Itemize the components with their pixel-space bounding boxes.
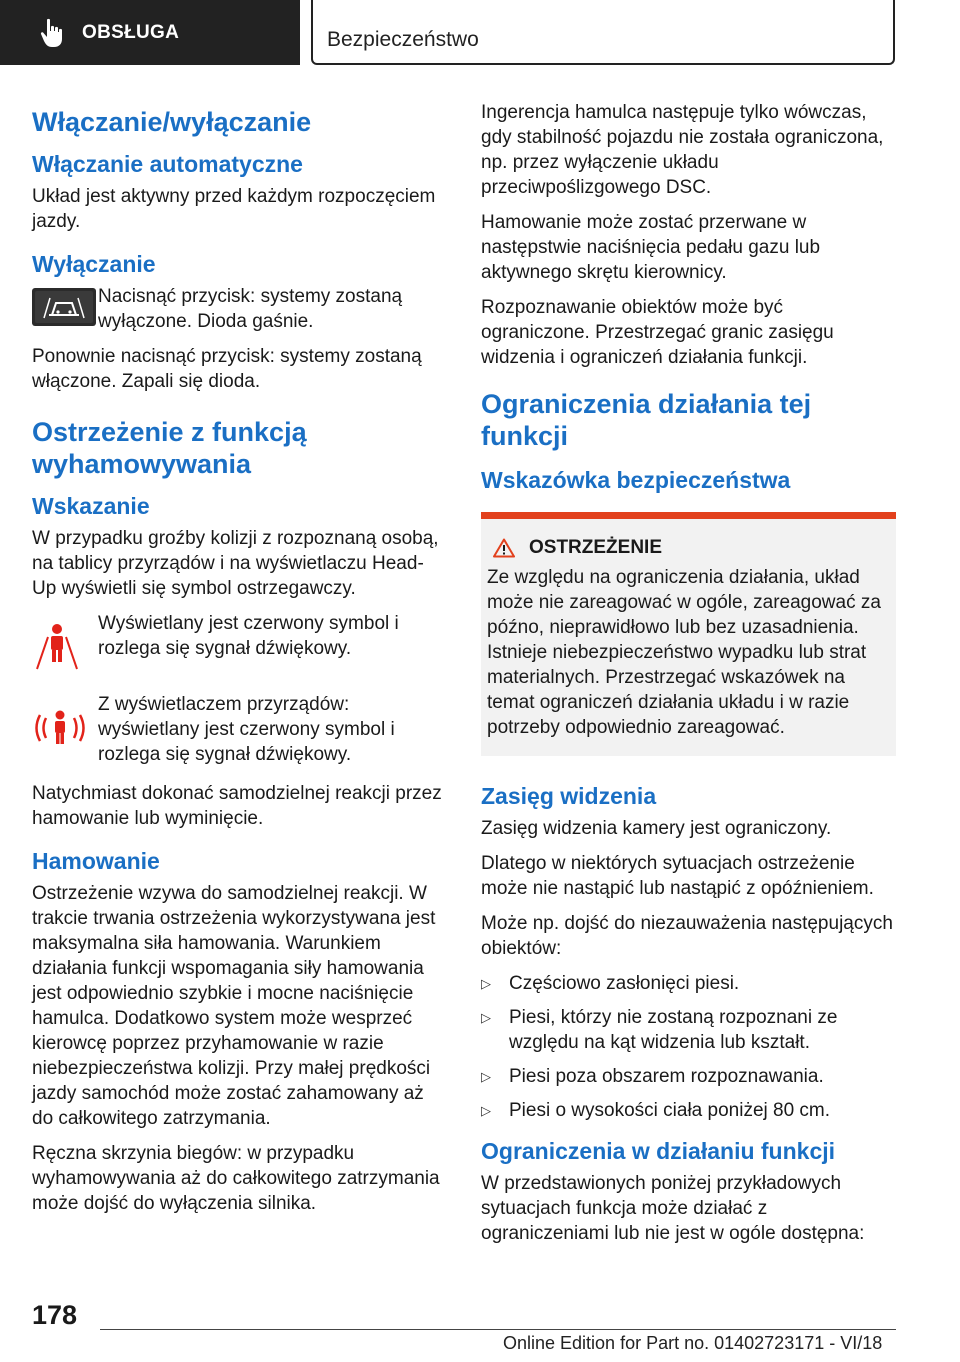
warning-text: Ze względu na ograniczenia działania, układ może nie zareagować w ogóle, zareagować za późno, nieprawidłowo lub bez uzasadnienia. Istnieje niebezpieczeństwo wypadku lub strat materialnych. Przestrzegać wskazówek na temat ograniczeń działania układu i w razie potrzeby odpowiednio zareagować.	[487, 567, 881, 738]
heading-braking-warning: Ostrzeżenie z funkcją wyhamowywania	[32, 417, 307, 479]
heading-safety-note: Wskazówka bezpieczeństwa	[481, 467, 791, 493]
text-range: Zasięg widzenia kamery jest ograniczony.	[481, 818, 832, 839]
cluster-symbol-row	[32, 692, 448, 767]
chapter-label: OBSŁUGA	[82, 21, 180, 43]
list-item: ▷ Częściowo zasłonięci piesi.	[481, 973, 740, 994]
chapter-tab[interactable]	[0, 0, 300, 65]
triangle-bullet-icon: ▷	[481, 1069, 491, 1084]
text-intervention: Ingerencja hamulca następuje tylko wówczas, gdy stabilność pojazdu nie została ograniczona, np. przez wyłączenie układu przeciwpoślizgowego DSC.	[481, 102, 884, 198]
triangle-bullet-icon: ▷	[481, 1010, 491, 1025]
text-red-symbol: Wyświetlany jest czerwony symbol i rozlega się sygnał dźwiękowy.	[98, 613, 399, 659]
heading-function-limits: Ograniczenia działania tej funkcji	[481, 389, 812, 451]
text-therefore: Dlatego w niektórych sytuacjach ostrzeżenie może nie nastąpić lub nastąpić z opóźnieniem.	[481, 853, 874, 899]
text-interrupt: Hamowanie może zostać przerwane w następstwie naciśnięcia pedału gazu lub aktywnego skrętu kierownicy.	[481, 212, 821, 283]
text-detection: Rozpoznawanie obiektów może być ograniczone. Przestrzegać granic zasięgu widzenia i ograniczeń działania funkcji.	[481, 297, 834, 368]
heading-auto-on: Włączanie automatyczne	[32, 151, 303, 177]
object-list	[481, 971, 896, 1123]
footer-divider	[100, 1329, 896, 1330]
list-item: ▷ Piesi o wysokości ciała poniżej 80 cm.	[481, 1100, 831, 1121]
text-manual-gearbox: Ręczna skrzynia biegów: w przypadku wyhamowywania aż do całkowitego zatrzymania może dojść do wyłączenia silnika.	[32, 1143, 440, 1214]
hand-pointer-icon	[40, 18, 66, 48]
text-react: Natychmiast dokonać samodzielnej reakcji przez hamowanie lub wyminięcie.	[32, 783, 442, 829]
heading-field-of-view: Zasięg widzenia	[481, 783, 657, 809]
text-indication: W przypadku groźby kolizji z rozpoznaną osobą, na tablicy przyrządów i na wyświetlaczu Head-Up wyświetli się symbol ostrzegawczy.	[32, 528, 439, 599]
triangle-bullet-icon: ▷	[481, 976, 491, 991]
heading-indication: Wskazanie	[32, 493, 150, 519]
text-braking: Ostrzeżenie wzywa do samodzielnej reakcji. W trakcie trwania ostrzeżenia wykorzystywana jest maksymalna siła hamowania. Warunkiem działania funkcji wspomagania siły hamowania jest odpowiednio szybkie i mocne naciśnięcie hamulca. Dodatkowo system może wesprzeć kierowcę poprzez przyhamowanie w razie niebezpieczeństwa kolizji. Przy małej prędkości jazdy samochód może zostać zahamowany aż do całkowitego zatrzymania.	[32, 883, 436, 1129]
button-description	[32, 284, 448, 334]
text-maybe: Może np. dojść do niezauważenia następujących obiektów:	[481, 913, 893, 959]
warning-triangle-icon	[493, 538, 515, 558]
list-item: ▷ Piesi, którzy nie zostaną rozpoznani ze względu na kąt widzenia lub kształt.	[481, 1007, 838, 1053]
triangle-bullet-icon: ▷	[481, 1103, 491, 1118]
text-auto: Układ jest aktywny przed każdym rozpoczęciem jazdy.	[32, 186, 436, 232]
text-examples: W przedstawionych poniżej przykładowych sytuacjach funkcja może działać z ograniczeniami lub nie jest w ogóle dostępna:	[481, 1173, 865, 1244]
list-item: ▷ Piesi poza obszarem rozpoznawania.	[481, 1066, 824, 1087]
pedestrian-warning-icon	[32, 617, 82, 673]
pedestrian-sound-icon	[32, 708, 88, 748]
heading-operation-limits: Ograniczenia w działaniu funkcji	[481, 1138, 836, 1164]
warning-title: OSTRZEŻENIE	[529, 537, 663, 558]
section-title: Bezpieczeństwo	[327, 28, 479, 51]
red-symbol-row	[32, 611, 448, 678]
page-number: 178	[32, 1300, 78, 1330]
left-column	[32, 100, 448, 1226]
text-press-button: Nacisnąć przycisk: systemy zostaną wyłączone. Dioda gaśnie.	[98, 286, 403, 332]
heading-braking: Hamowanie	[32, 848, 160, 874]
right-column	[481, 100, 896, 1256]
edition-note: Online Edition for Part no. 01402723171 - VI/18	[503, 1333, 883, 1353]
warning-box	[481, 512, 896, 756]
text-cluster: Z wyświetlaczem przyrządów: wyświetlany jest czerwony symbol i rozlega się sygnał dźwiękowy.	[98, 694, 395, 765]
text-press-again: Ponownie nacisnąć przycisk: systemy zostaną włączone. Zapali się dioda.	[32, 346, 422, 392]
collision-warning-button-icon	[32, 288, 96, 326]
heading-on-off: Włączanie/wyłączanie	[32, 107, 312, 137]
warning-title-row	[487, 537, 890, 559]
heading-switch-off: Wyłączanie	[32, 251, 156, 277]
